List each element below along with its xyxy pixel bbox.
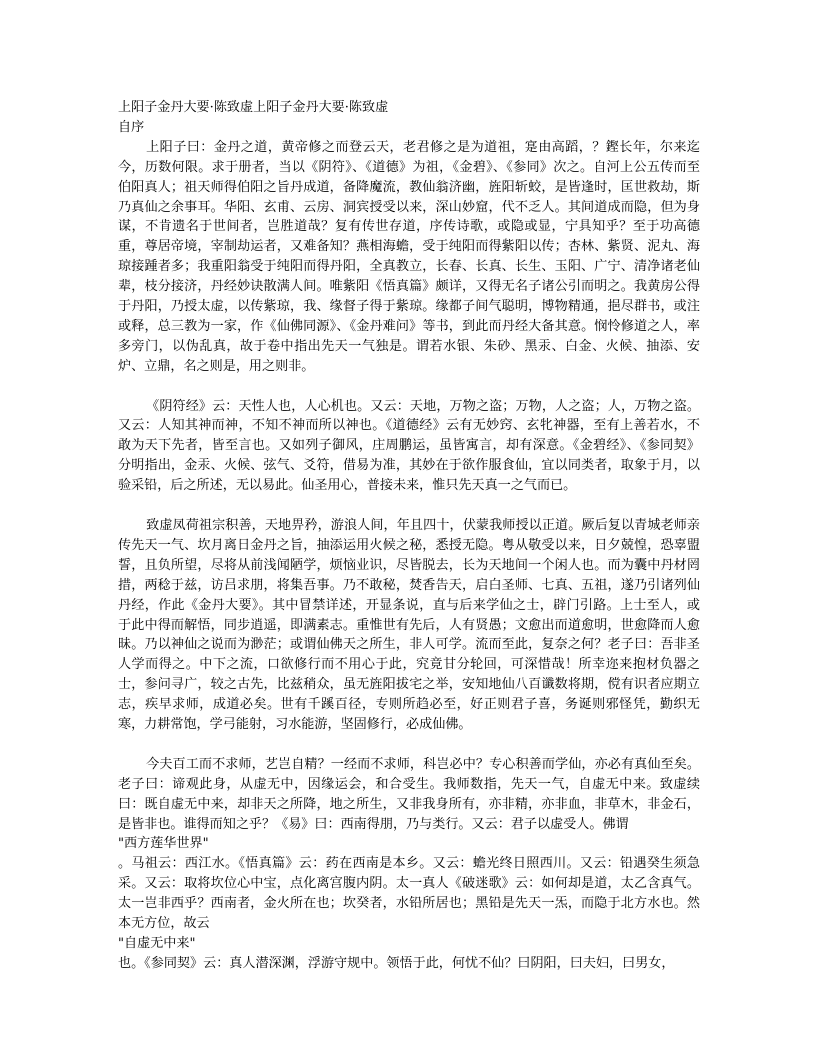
- paragraph-4: 今夫百工而不求师，艺岂自精？一经而不求师，科岂必中？专心积善而学仙，亦必有真仙至矣。老子曰：谛观此身，从虚无中，因缘运会，和合受生。我师数指，先天一气，自虚无中来。致虚续曰：既自虚无中来，却非天之所降，地之所生，又非我身所有，亦非精，亦非血，非草木，非金石，是皆非也。谁得而知之乎？《易》曰：西南得朋，乃与类行。又云：君子以虚受人。佛谓: [118, 756, 700, 832]
- paragraph-2: 《阴符经》云：天性人也，人心机也。又云：天地，万物之盗；万物，人之盗；人，万物之盗。又云：人知其神而神，不知不神而所以神也。《道德经》云有无妙窍、玄牝神器，至有上善若水，不敢为天下先者，皆至言也。又如列子御风，庄周鹏运，虽皆寓言，却有深意。《金碧经》、《参同契》分明指出，金汞、火候、弦气、爻符，借易为准，其妙在于欲作服食仙，宜以同类者，取象于月，以验采铅，后之所述，无以易此。仙圣用心，普接未来，惟只先天真一之气而已。: [118, 398, 700, 494]
- paragraph-3: 致虚凤荷祖宗积善，天地畀矜，游浪人间，年且四十，伏蒙我师授以正道。厥后复以青城老师亲传先天一气、坎月离日金丹之旨，抽添运用火候之秘，悉授无隐。粤从敬受以来，日夕兢惶，恐辜盟誓，且负所望，尽将从前浅闻陋学，烦恼业识，尽皆脱去，长为天地间一个闲人也。而为囊中丹材罔措，两稔于兹，访吕求朋，将集吾事。乃不敢秘，焚香告天，启白圣师、七真、五祖，遂乃引诸列仙丹经，作此《金丹大要》。其中冒禁详述，开显条说，直与后来学仙之士，辟门引路。上士至人，或于此中得而解悟，同步逍遥，即满素志。重惟世有先后，人有贤愚；文愈出而道愈明，世愈降而人愈昧。乃以神仙之说而为渺茫；或谓仙佛天之所生，非人可学。流而至此，复奈之何？老子曰：吾非圣人学而得之。中下之流，口欲修行而不用心于此，究竟甘分轮回，可深惜哉！所幸迩来抱材负器之士，参问寻广，较之古先，比兹稍众，虽无旌阳拔宅之举，安知地仙八百谶数将期，傥有识者应期立志，疾早求师，成道必矣。世有千蹊百径，专则所趋必至，好正则君子喜，务诞则邪怪凭，勤织无寒，力耕常饱，学弓能射，习水能游，坚固修行，必成仙佛。: [118, 518, 700, 733]
- paragraph-5: 。马祖云：西江水。《悟真篇》云：药在西南是本乡。又云：蟾光终日照西川。又云：铅遇癸生须急采。又云：取将坎位心中宝，点化离宫腹内阴。太一真人《破迷歌》云：如何却是道，太乙含真气。太一岂非西乎？西南者，金火所在也；坎癸者，水铅所居也；黑铅是先天一炁，而隐于北方水也。然本无方位，故云: [118, 856, 700, 932]
- document-title: 上阳子金丹大要·陈致虚上阳子金丹大要·陈致虚: [118, 100, 389, 115]
- paragraph-1: 上阳子曰：金丹之道，黄帝修之而登云天，老君修之是为道祖，寔由高蹈，？鏗长年，尔来迄今，历数何限。求于册者，当以《阴符》、《道德》为祖，《金碧》、《参同》次之。自河上公五传而至伯阳真人；祖天师得伯阳之旨丹成道，备降魔流，教仙翁济幽，旌阳斩蛟，是皆逢时，匡世救劫，斯乃真仙之余事耳。华阳、玄甫、云房、洞宾授受以来，深山妙窟，代不乏人。其间道成而隐，但为身谋，不肯遗名于世间者，岂胜道哉？复有传世存道，序传诗歌，或隐或显，宁具知乎？至于功高德重，尊居帝境，宰制劫运者，又难备知？燕相海蟾，受于纯阳而得紫阳以传；杏林、紫贤、泥丸、海琼接踵者多；我重阳翁受于纯阳而得丹阳，全真教立，长春、长真、长生、玉阳、广宁、清净诸老仙辈，枝分接济，丹经妙诀散满人间。唯紫阳《悟真篇》颇详，又得无名子诸公引而明之。我黄房公得于丹阳，乃授太虚，以传紫琼，我、缘督子得于紫琼。缘都子间气聪明，博物精通，挹尽群书，或注或释，总三教为一家，作《仙佛同源》、《金丹难问》等书，到此而丹经大备其意。悯怜修道之人，率多旁门，以伪乱真，故于卷中指出先天一气独是。谓若水银、朱砂、黑汞、白金、火候、抽添、安炉、立鼎，名之则是，用之则非。: [118, 139, 700, 374]
- paragraph-spacer: [118, 735, 700, 755]
- quoted-phrase-west-lotus-world: "西方莲华世界": [118, 836, 209, 852]
- paragraph-spacer: [118, 377, 700, 397]
- document-body: [118, 98, 700, 974]
- paragraph-spacer: [118, 496, 700, 516]
- section-heading-preface: 自序: [118, 119, 145, 135]
- quoted-phrase-from-void: "自虚无中来": [118, 936, 196, 952]
- paragraph-6: 也。《参同契》云：真人潜深渊，浮游守规中。领悟于此，何忧不仙？曰阴阳，曰夫妇，曰男女，: [118, 955, 675, 971]
